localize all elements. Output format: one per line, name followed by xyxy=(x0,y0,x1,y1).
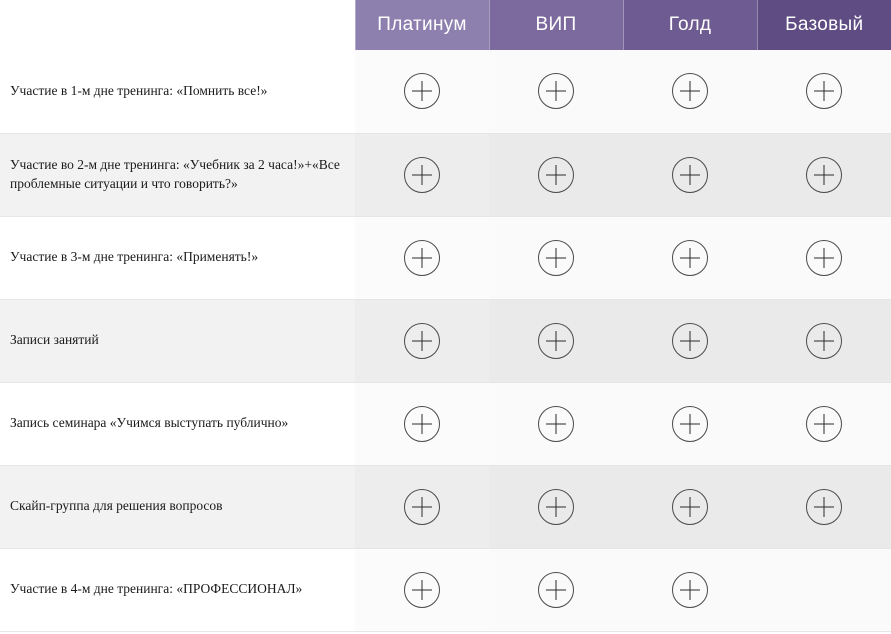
feature-availability-cell xyxy=(623,50,757,133)
plus-circle-icon[interactable] xyxy=(806,323,842,359)
plan-header-row xyxy=(0,0,891,50)
feature-availability-cell xyxy=(355,50,489,133)
pricing-table-body xyxy=(0,50,891,631)
plus-circle-icon[interactable] xyxy=(806,240,842,276)
feature-availability-cell xyxy=(757,382,891,465)
feature-availability-cell xyxy=(623,299,757,382)
plus-circle-icon[interactable] xyxy=(538,489,574,525)
feature-availability-cell xyxy=(489,216,623,299)
feature-availability-cell xyxy=(623,133,757,216)
plan-header-0[interactable]: Платинум xyxy=(355,0,489,50)
plus-circle-icon[interactable] xyxy=(538,240,574,276)
plus-circle-icon[interactable] xyxy=(672,240,708,276)
table-row xyxy=(0,133,891,216)
feature-availability-cell xyxy=(355,299,489,382)
plus-circle-icon[interactable] xyxy=(806,157,842,193)
plus-circle-icon[interactable] xyxy=(672,406,708,442)
feature-column-header xyxy=(0,0,355,50)
plus-circle-icon[interactable] xyxy=(672,323,708,359)
plan-header-2[interactable]: Голд xyxy=(623,0,757,50)
plus-circle-icon[interactable] xyxy=(404,406,440,442)
feature-label: Участие во 2-м дне тренинга: «Учебник за 2 часа!»+«Все проблемные ситуации и что говорить?» xyxy=(0,133,355,216)
feature-availability-cell xyxy=(757,548,891,631)
plus-circle-icon[interactable] xyxy=(672,489,708,525)
feature-availability-cell xyxy=(355,216,489,299)
feature-availability-cell xyxy=(757,133,891,216)
plus-circle-icon[interactable] xyxy=(538,406,574,442)
feature-availability-cell xyxy=(489,548,623,631)
table-row xyxy=(0,216,891,299)
plus-circle-icon[interactable] xyxy=(538,323,574,359)
plus-circle-icon[interactable] xyxy=(672,572,708,608)
plus-circle-icon[interactable] xyxy=(538,73,574,109)
pricing-table-header xyxy=(0,0,891,50)
table-row xyxy=(0,50,891,133)
plus-circle-icon[interactable] xyxy=(538,572,574,608)
plus-circle-icon[interactable] xyxy=(672,73,708,109)
feature-availability-cell xyxy=(489,465,623,548)
feature-label: Записи занятий xyxy=(0,299,355,382)
feature-availability-cell xyxy=(757,50,891,133)
plan-header-3[interactable]: Базовый xyxy=(757,0,891,50)
feature-availability-cell xyxy=(355,382,489,465)
plus-circle-icon[interactable] xyxy=(404,157,440,193)
feature-availability-cell xyxy=(623,382,757,465)
feature-label: Запись семинара «Учимся выступать публично» xyxy=(0,382,355,465)
feature-availability-cell xyxy=(489,299,623,382)
plus-circle-icon[interactable] xyxy=(404,323,440,359)
table-row xyxy=(0,465,891,548)
feature-label: Участие в 1-м дне тренинга: «Помнить все!» xyxy=(0,50,355,133)
table-row xyxy=(0,382,891,465)
feature-availability-cell xyxy=(355,548,489,631)
feature-availability-cell xyxy=(757,299,891,382)
plus-circle-icon[interactable] xyxy=(672,157,708,193)
plus-circle-icon[interactable] xyxy=(806,406,842,442)
feature-availability-cell xyxy=(355,133,489,216)
plus-circle-icon[interactable] xyxy=(806,489,842,525)
plus-circle-icon[interactable] xyxy=(538,157,574,193)
table-row xyxy=(0,548,891,631)
empty-cell-placeholder xyxy=(806,569,842,605)
plus-circle-icon[interactable] xyxy=(404,240,440,276)
feature-label: Участие в 3-м дне тренинга: «Применять!» xyxy=(0,216,355,299)
table-row xyxy=(0,299,891,382)
feature-availability-cell xyxy=(623,465,757,548)
plus-circle-icon[interactable] xyxy=(404,73,440,109)
feature-availability-cell xyxy=(489,50,623,133)
plus-circle-icon[interactable] xyxy=(806,73,842,109)
plus-circle-icon[interactable] xyxy=(404,572,440,608)
feature-availability-cell xyxy=(489,382,623,465)
feature-label: Участие в 4-м дне тренинга: «ПРОФЕССИОНАЛ» xyxy=(0,548,355,631)
plus-circle-icon[interactable] xyxy=(404,489,440,525)
plan-header-1[interactable]: ВИП xyxy=(489,0,623,50)
feature-label: Скайп-группа для решения вопросов xyxy=(0,465,355,548)
feature-availability-cell xyxy=(757,216,891,299)
feature-availability-cell xyxy=(623,216,757,299)
feature-availability-cell xyxy=(355,465,489,548)
feature-availability-cell xyxy=(489,133,623,216)
feature-availability-cell xyxy=(623,548,757,631)
feature-availability-cell xyxy=(757,465,891,548)
